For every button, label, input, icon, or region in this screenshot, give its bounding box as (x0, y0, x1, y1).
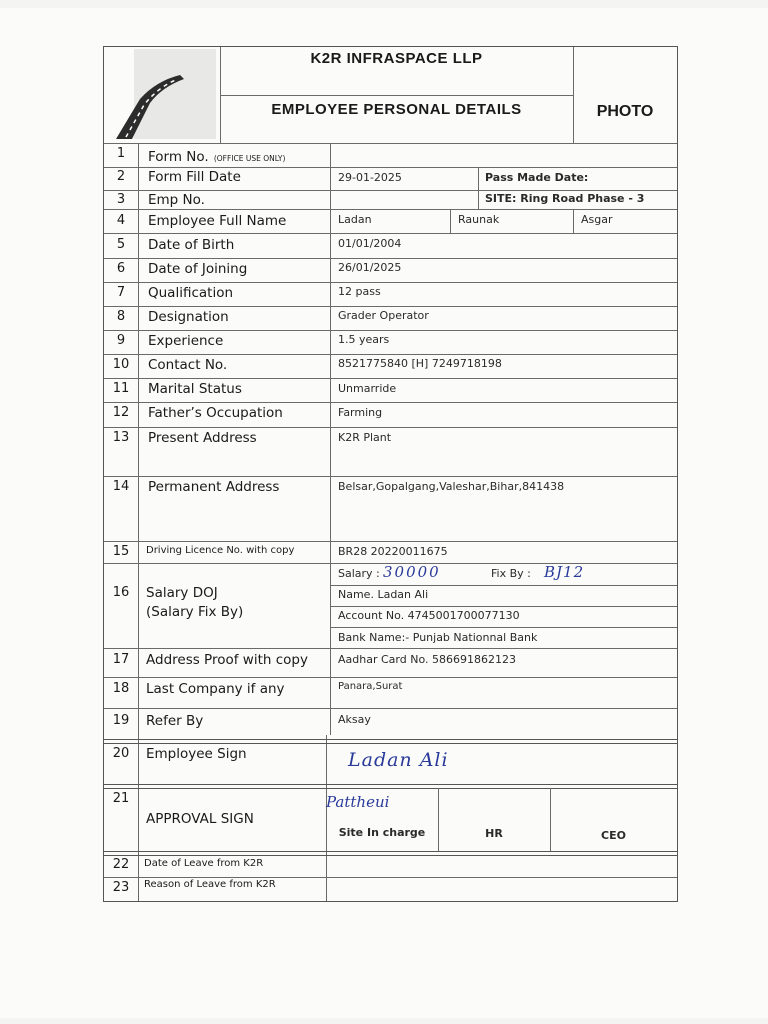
driving-licence-label: Driving Licence No. with copy (146, 545, 295, 556)
form-fill-date-value: 29-01-2025 (338, 171, 402, 184)
site-label: SITE: Ring Road Phase - 3 (485, 192, 645, 205)
present-address-value: K2R Plant (338, 431, 392, 444)
address-proof-value: Aadhar Card No. 586691862123 (338, 653, 516, 666)
form-fill-date-label: Form Fill Date (148, 169, 241, 185)
refer-by-value: Aksay (338, 713, 371, 726)
fathers-occupation-value: Farming (338, 406, 383, 419)
dob-label: Date of Birth (148, 237, 235, 253)
salary-doj-label: Salary DOJ (146, 585, 218, 601)
approval-sign-label: APPROVAL SIGN (146, 811, 254, 827)
row-number: 22 (112, 857, 130, 872)
row-number: 5 (116, 237, 126, 252)
employee-full-name-label: Employee Full Name (148, 213, 287, 229)
fix-by-value: BJ12 (544, 563, 585, 581)
row-number: 18 (112, 681, 130, 696)
row-number: 20 (112, 746, 130, 761)
contact-no-label: Contact No. (148, 357, 228, 373)
fathers-occupation-label: Father’s Occupation (148, 405, 283, 421)
form-no-label-text: Form No. (148, 149, 209, 165)
fix-by-label: Fix By : (491, 567, 531, 580)
row-number: 17 (112, 652, 130, 667)
company-logo (104, 47, 220, 143)
row-number: 6 (116, 261, 126, 276)
office-use-note: (OFFICE USE ONLY) (213, 154, 286, 163)
designation-label: Designation (148, 309, 229, 325)
employee-sign-label: Employee Sign (146, 746, 247, 762)
ceo-label: CEO (601, 829, 626, 842)
middle-name-value: Raunak (458, 213, 500, 226)
salary-value: 30000 (383, 563, 441, 581)
road-logo-icon (104, 47, 220, 143)
row-number: 10 (112, 357, 130, 372)
last-company-value: Panara,Surat (338, 681, 403, 692)
form-title: EMPLOYEE PERSONAL DETAILS (271, 101, 522, 118)
experience-value: 1.5 years (338, 333, 390, 346)
marital-status-value: Unmarride (338, 382, 397, 395)
hr-label: HR (485, 827, 503, 840)
dob-value: 01/01/2004 (338, 237, 402, 250)
row-number: 16 (112, 585, 130, 600)
address-proof-label: Address Proof with copy (146, 652, 308, 668)
row-number: 15 (112, 544, 130, 559)
form-no-label (148, 146, 285, 165)
last-company-label: Last Company if any (146, 681, 285, 697)
pass-made-date-label: Pass Made Date: (485, 171, 589, 184)
permanent-address-value: Belsar,Gopalgang,Valeshar,Bihar,841438 (338, 480, 565, 493)
designation-value: Grader Operator (338, 309, 429, 322)
marital-status-label: Marital Status (148, 381, 242, 397)
driving-licence-value: BR28 20220011675 (338, 545, 448, 558)
doj-value: 26/01/2025 (338, 261, 402, 274)
bank-name: Bank Name:- Punjab Nationnal Bank (338, 631, 538, 644)
present-address-label: Present Address (148, 430, 257, 446)
salary-label: Salary : (338, 567, 380, 580)
row-number: 12 (112, 405, 130, 420)
row-number: 8 (116, 309, 126, 324)
permanent-address-label: Permanent Address (148, 479, 280, 495)
refer-by-label: Refer By (146, 713, 204, 729)
first-name-value: Ladan (338, 213, 372, 226)
photo-label: PHOTO (596, 103, 654, 120)
row-number: 21 (112, 791, 130, 806)
row-number: 9 (116, 333, 126, 348)
employee-form (103, 46, 678, 902)
bank-account-name: Name. Ladan Ali (338, 588, 429, 601)
qualification-label: Qualification (148, 285, 234, 301)
row-number: 23 (112, 880, 130, 895)
last-name-value: Asgar (581, 213, 613, 226)
row-number: 2 (116, 169, 126, 184)
contact-no-value: 8521775840 [H] 7249718198 (338, 357, 502, 370)
date-of-leave-label: Date of Leave from K2R (144, 858, 264, 869)
employee-signature: Ladan Ali (348, 749, 449, 771)
doj-label: Date of Joining (148, 261, 248, 277)
row-number: 14 (112, 479, 130, 494)
row-number: 1 (116, 146, 126, 161)
scanned-sheet (0, 8, 768, 1018)
salary-fix-by-label: (Salary Fix By) (146, 604, 244, 620)
company-name: K2R INFRASPACE LLP (310, 50, 483, 67)
experience-label: Experience (148, 333, 224, 349)
row-number: 7 (116, 285, 126, 300)
site-in-charge-label: Site In charge (338, 826, 426, 839)
row-number: 19 (112, 713, 130, 728)
qualification-value: 12 pass (338, 285, 381, 298)
row-number: 11 (112, 381, 130, 396)
site-in-charge-signature: Pattheui (326, 793, 390, 811)
row-number: 4 (116, 213, 126, 228)
emp-no-label: Emp No. (148, 192, 205, 208)
row-number: 13 (112, 430, 130, 445)
row-number: 3 (116, 192, 126, 207)
bank-account-number: Account No. 4745001700077130 (338, 609, 520, 622)
reason-of-leave-label: Reason of Leave from K2R (144, 879, 276, 890)
